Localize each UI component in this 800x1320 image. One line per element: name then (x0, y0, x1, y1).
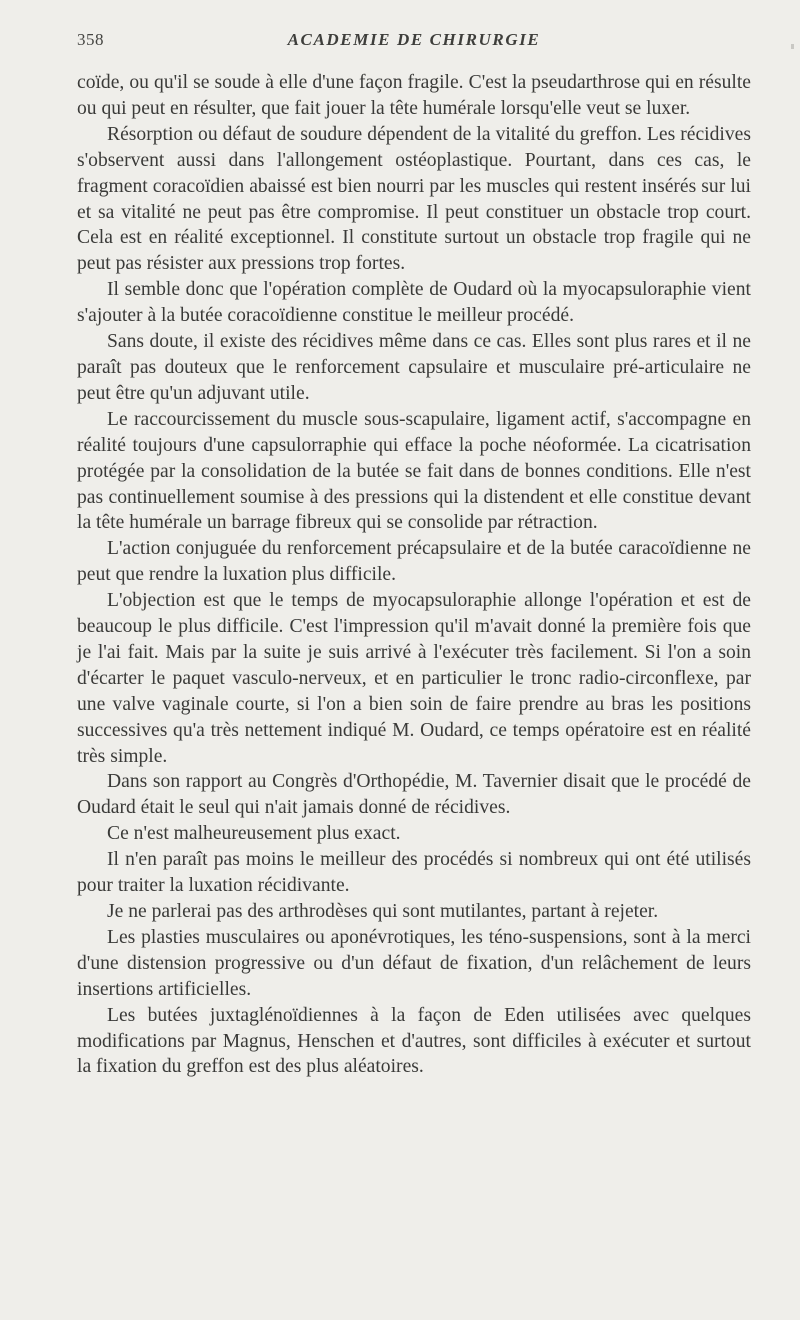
paragraph: Les butées juxtaglénoïdiennes à la façon de Eden utilisées avec quelques modifications par Magnus, Henschen et d'autres, sont difficiles à exécuter et surtout la fixation du greffon est des plus aléatoires. (77, 1004, 751, 1078)
paragraph: Sans doute, il existe des récidives même dans ce cas. Elles sont plus rares et il ne paraît pas douteux que le renforcement capsulaire et musculaire pré-articulaire ne peut être qu'un adjuvant utile. (77, 331, 751, 404)
paragraph: Il n'en paraît pas moins le meilleur des procédés si nombreux qui ont été utilisés pour traiter la luxation récidivante. (77, 849, 751, 897)
paragraph: Les plasties musculaires ou aponévrotiques, les téno-suspensions, sont à la merci d'une distension progressive ou d'un défaut de fixation, d'un relâchement de leurs insertions artificielles. (77, 926, 751, 1000)
paragraph: Résorption ou défaut de soudure dépendent de la vitalité du greffon. Les récidives s'observent aussi dans l'allongement ostéoplastique. Pourtant, dans ces cas, le fragment coracoïdien abaissé est bien nourri par les muscles qui restent insérés sur lui et sa vitalité ne peut pas être compromise. Il peut constituer un obstacle trop court. Cela est en réalité exceptionnel. Il constitute surtout un obstacle trop fragile qui ne peut pas résister aux pressions trop fortes. (77, 123, 751, 275)
paragraph: Dans son rapport au Congrès d'Orthopédie, M. Tavernier disait que le procédé de Oudard était le seul qui n'ait jamais donné de récidives. (77, 771, 751, 819)
paragraph: Je ne parlerai pas des arthrodèses qui sont mutilantes, partant à rejeter. (107, 901, 659, 922)
page-header (77, 30, 751, 54)
running-head: ACADEMIE DE CHIRURGIE (287, 30, 541, 49)
paragraph-continuation: coïde, ou qu'il se soude à elle d'une façon fragile. C'est la pseudarthrose qui en résulte ou qui peut en résulter, que fait jouer la tête humérale lorsqu'elle veut se luxer. (77, 72, 751, 119)
paragraph: Le raccourcissement du muscle sous-scapulaire, ligament actif, s'accompagne en réalité toujours d'une capsulorraphie qui efface la poche néoformée. La cicatrisation protégée par la consolidation de la butée se fait dans de bonnes conditions. Elle n'est pas continuellement soumise à des pressions qui la distendent et elle constitue devant la tête humérale un barrage fibreux qui se consolide par rétraction. (77, 408, 751, 534)
paragraph: L'objection est que le temps de myocapsuloraphie allonge l'opération et est de beaucoup le plus difficile. C'est l'impression qu'il m'avait donné la première fois que je l'ai fait. Mais par la suite je suis arrivé à l'exécuter très facilement. Si l'on a soin d'écarter le paquet vasculo-nerveux, et en particulier le tronc radio-circonflexe, par une valve vaginale courte, si l'on a bien soin de faire prendre au bras les positions successives qu'a très nettement indiqué M. Oudard, ce temps opératoire est en réalité très simple. (77, 590, 751, 767)
paragraph: L'action conjuguée du renforcement précapsulaire et de la butée caracoïdienne ne peut que rendre la luxation plus difficile. (77, 538, 751, 586)
page-number: 358 (77, 30, 104, 49)
paragraph: Ce n'est malheureusement plus exact. (107, 823, 401, 845)
body-text (77, 70, 751, 1080)
page-edge-mark (791, 44, 794, 49)
paragraph: Il semble donc que l'opération complète de Oudard où la myocapsuloraphie vient s'ajouter à la butée coracoïdienne constitue le meilleur procédé. (77, 279, 751, 327)
